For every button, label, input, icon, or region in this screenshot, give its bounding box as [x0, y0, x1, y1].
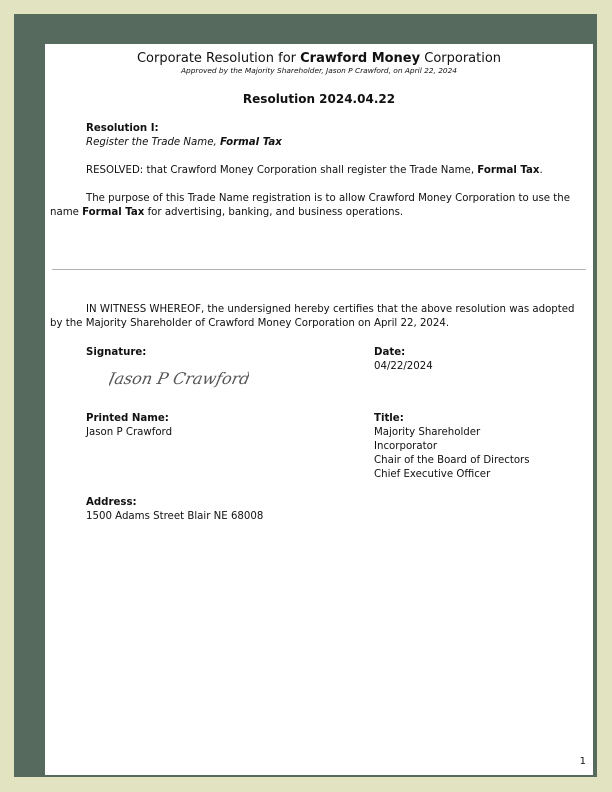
signature-label: Signature: — [86, 347, 147, 358]
resolution-heading: Resolution I: — [86, 123, 159, 134]
address-value: 1500 Adams Street Blair NE 68008 — [86, 511, 264, 522]
title-label: Title: — [374, 413, 404, 424]
address-label: Address: — [86, 497, 137, 508]
signature-text: Jason P Crawford — [109, 369, 249, 388]
title-item: Majority Shareholder — [374, 427, 481, 438]
resolution-number: Resolution 2024.04.22 — [242, 92, 396, 106]
document-page — [45, 44, 593, 775]
title-list — [374, 426, 530, 482]
document-subtitle: Approved by the Majority Shareholder, Jason P Crawford, on April 22, 2024 — [180, 66, 458, 75]
date-value: 04/22/2024 — [374, 361, 433, 372]
witness-paragraph: IN WITNESS WHEREOF, the undersigned hereby certifies that the above resolution was adopted by the Majority Shareholder of Crawford Money Corporation on April 22, 2024. — [50, 304, 575, 329]
purpose-paragraph: The purpose of this Trade Name registration is to allow Crawford Money Corporation to use the name Formal Tax for advertising, banking, and business operations. — [50, 193, 570, 218]
handwritten-signature — [109, 366, 249, 397]
page-number: 1 — [579, 756, 586, 767]
title-item: Chair of the Board of Directors — [374, 455, 530, 466]
title-item: Chief Executive Officer — [374, 469, 491, 480]
page-frame — [14, 14, 597, 777]
resolution-subheading: Register the Trade Name, Formal Tax — [86, 137, 282, 148]
document-title: Corporate Resolution for Crawford Money Corporation — [136, 51, 502, 66]
date-label: Date: — [374, 347, 406, 358]
printed-name-label: Printed Name: — [86, 413, 169, 424]
title-item: Incorporator — [374, 441, 438, 452]
resolved-paragraph: RESOLVED: that Crawford Money Corporation shall register the Trade Name, Formal Tax. — [86, 165, 543, 176]
section-divider — [52, 269, 586, 270]
printed-name-value: Jason P Crawford — [86, 427, 173, 438]
